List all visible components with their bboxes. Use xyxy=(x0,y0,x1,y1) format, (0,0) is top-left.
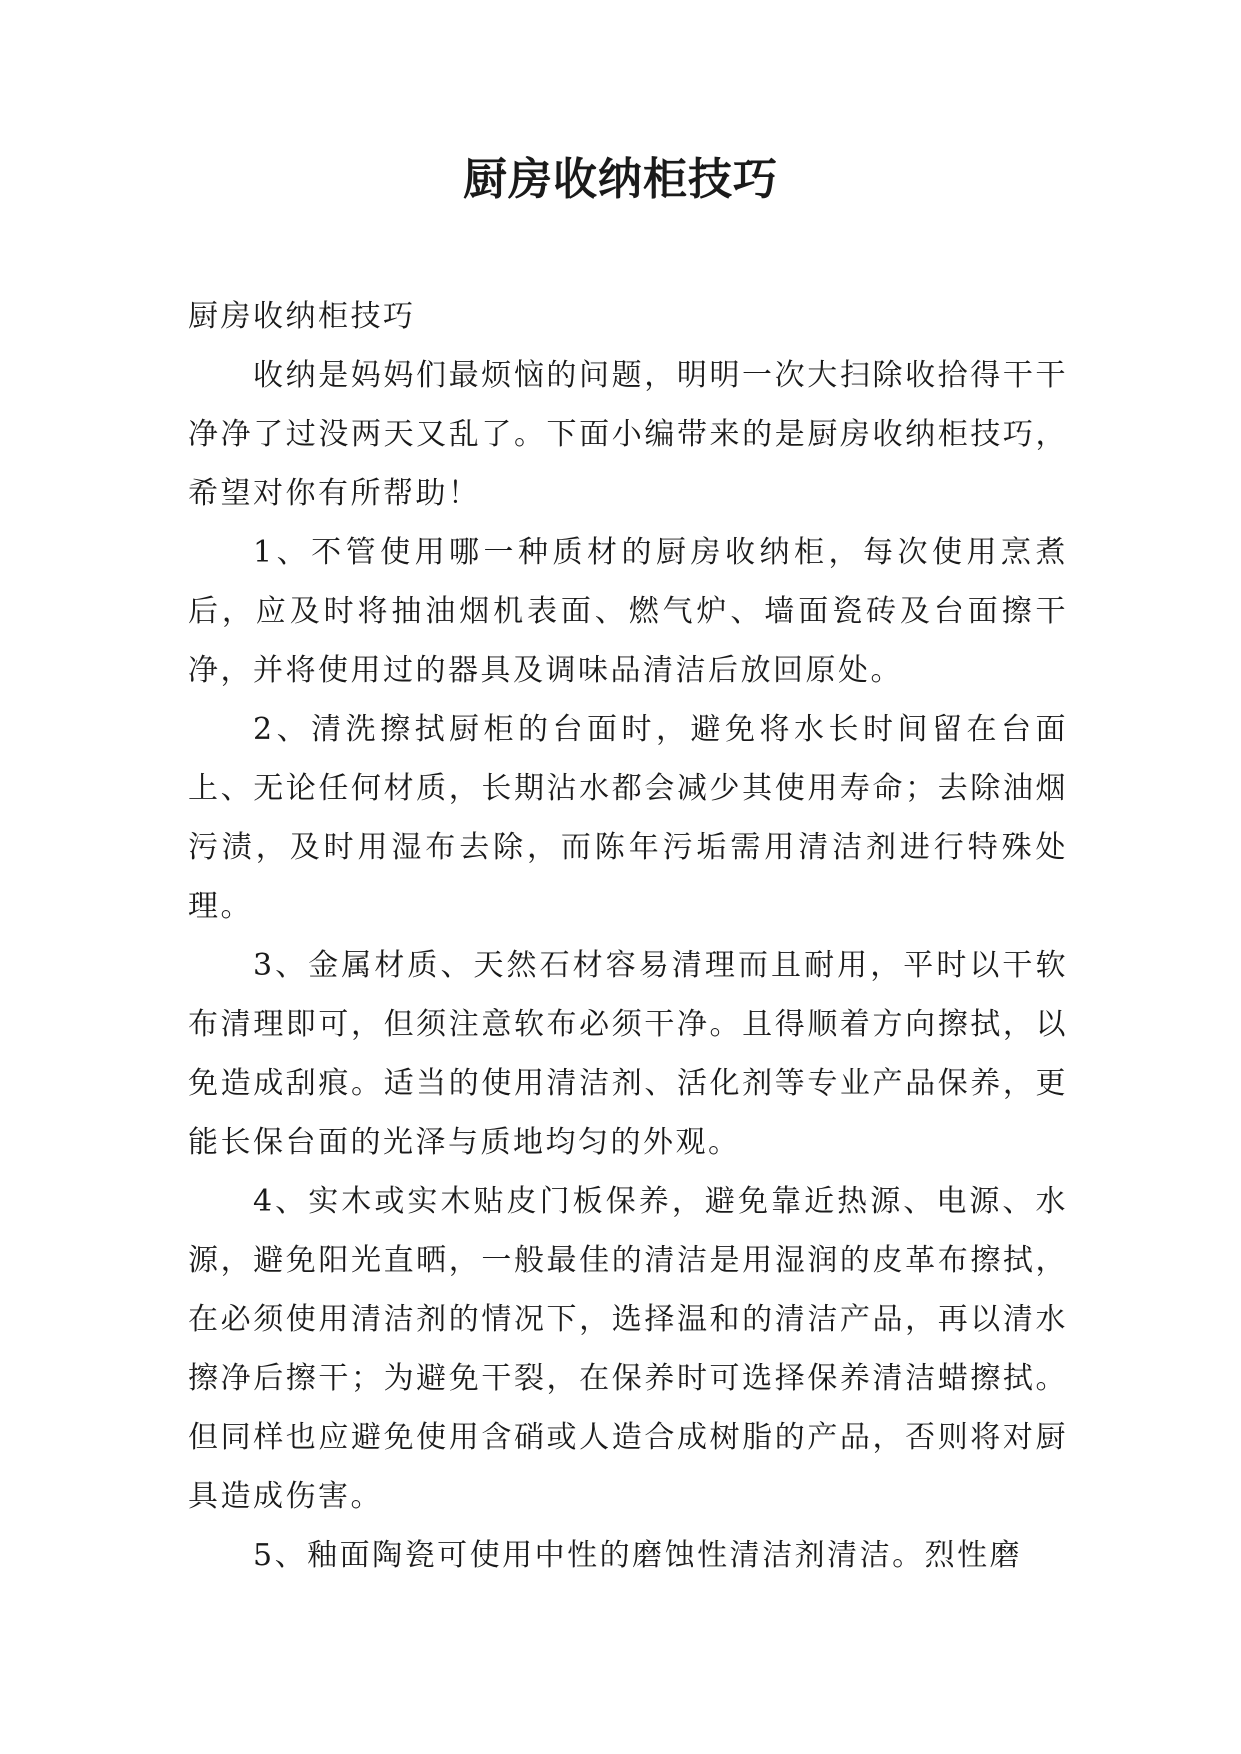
paragraph-intro: 收纳是妈妈们最烦恼的问题，明明一次大扫除收拾得干干净净了过没两天又乱了。下面小编带来的是厨房收纳柜技巧，希望对你有所帮助！ xyxy=(188,358,1068,511)
paragraph-tip-3: 3、金属材质、天然石材容易清理而且耐用，平时以干软布清理即可，但须注意软布必须干净。且得顺着方向擦拭，以免造成刮痕。适当的使用清洁剂、活化剂等专业产品保养，更能长保台面的光泽与质地均匀的外观。 xyxy=(188,948,1068,1160)
paragraph-tip-1: 1、不管使用哪一种质材的厨房收纳柜，每次使用烹煮后，应及时将抽油烟机表面、燃气炉、墙面瓷砖及台面擦干净，并将使用过的器具及调味品清洁后放回原处。 xyxy=(188,535,1068,688)
paragraph-tip-4: 4、实木或实木贴皮门板保养，避免靠近热源、电源、水源，避免阳光直晒，一般最佳的清洁是用湿润的皮革布擦拭，在必须使用清洁剂的情况下，选择温和的清洁产品，再以清水擦净后擦干；为避免干裂，在保养时可选择保养清洁蜡擦拭。但同样也应避免使用含硝或人造合成树脂的产品，否则将对厨具造成伤害。 xyxy=(188,1184,1068,1514)
document-body xyxy=(188,287,1068,1585)
paragraph-tip-2: 2、清洗擦拭厨柜的台面时，避免将水长时间留在台面上、无论任何材质，长期沾水都会减少其使用寿命；去除油烟污渍，及时用湿布去除，而陈年污垢需用清洁剂进行特殊处理。 xyxy=(188,712,1068,924)
document-subtitle: 厨房收纳柜技巧 xyxy=(188,299,416,334)
paragraph-tip-5: 5、釉面陶瓷可使用中性的磨蚀性清洁剂清洁。烈性磨 xyxy=(253,1538,1023,1573)
document-title: 厨房收纳柜技巧 xyxy=(463,154,778,205)
